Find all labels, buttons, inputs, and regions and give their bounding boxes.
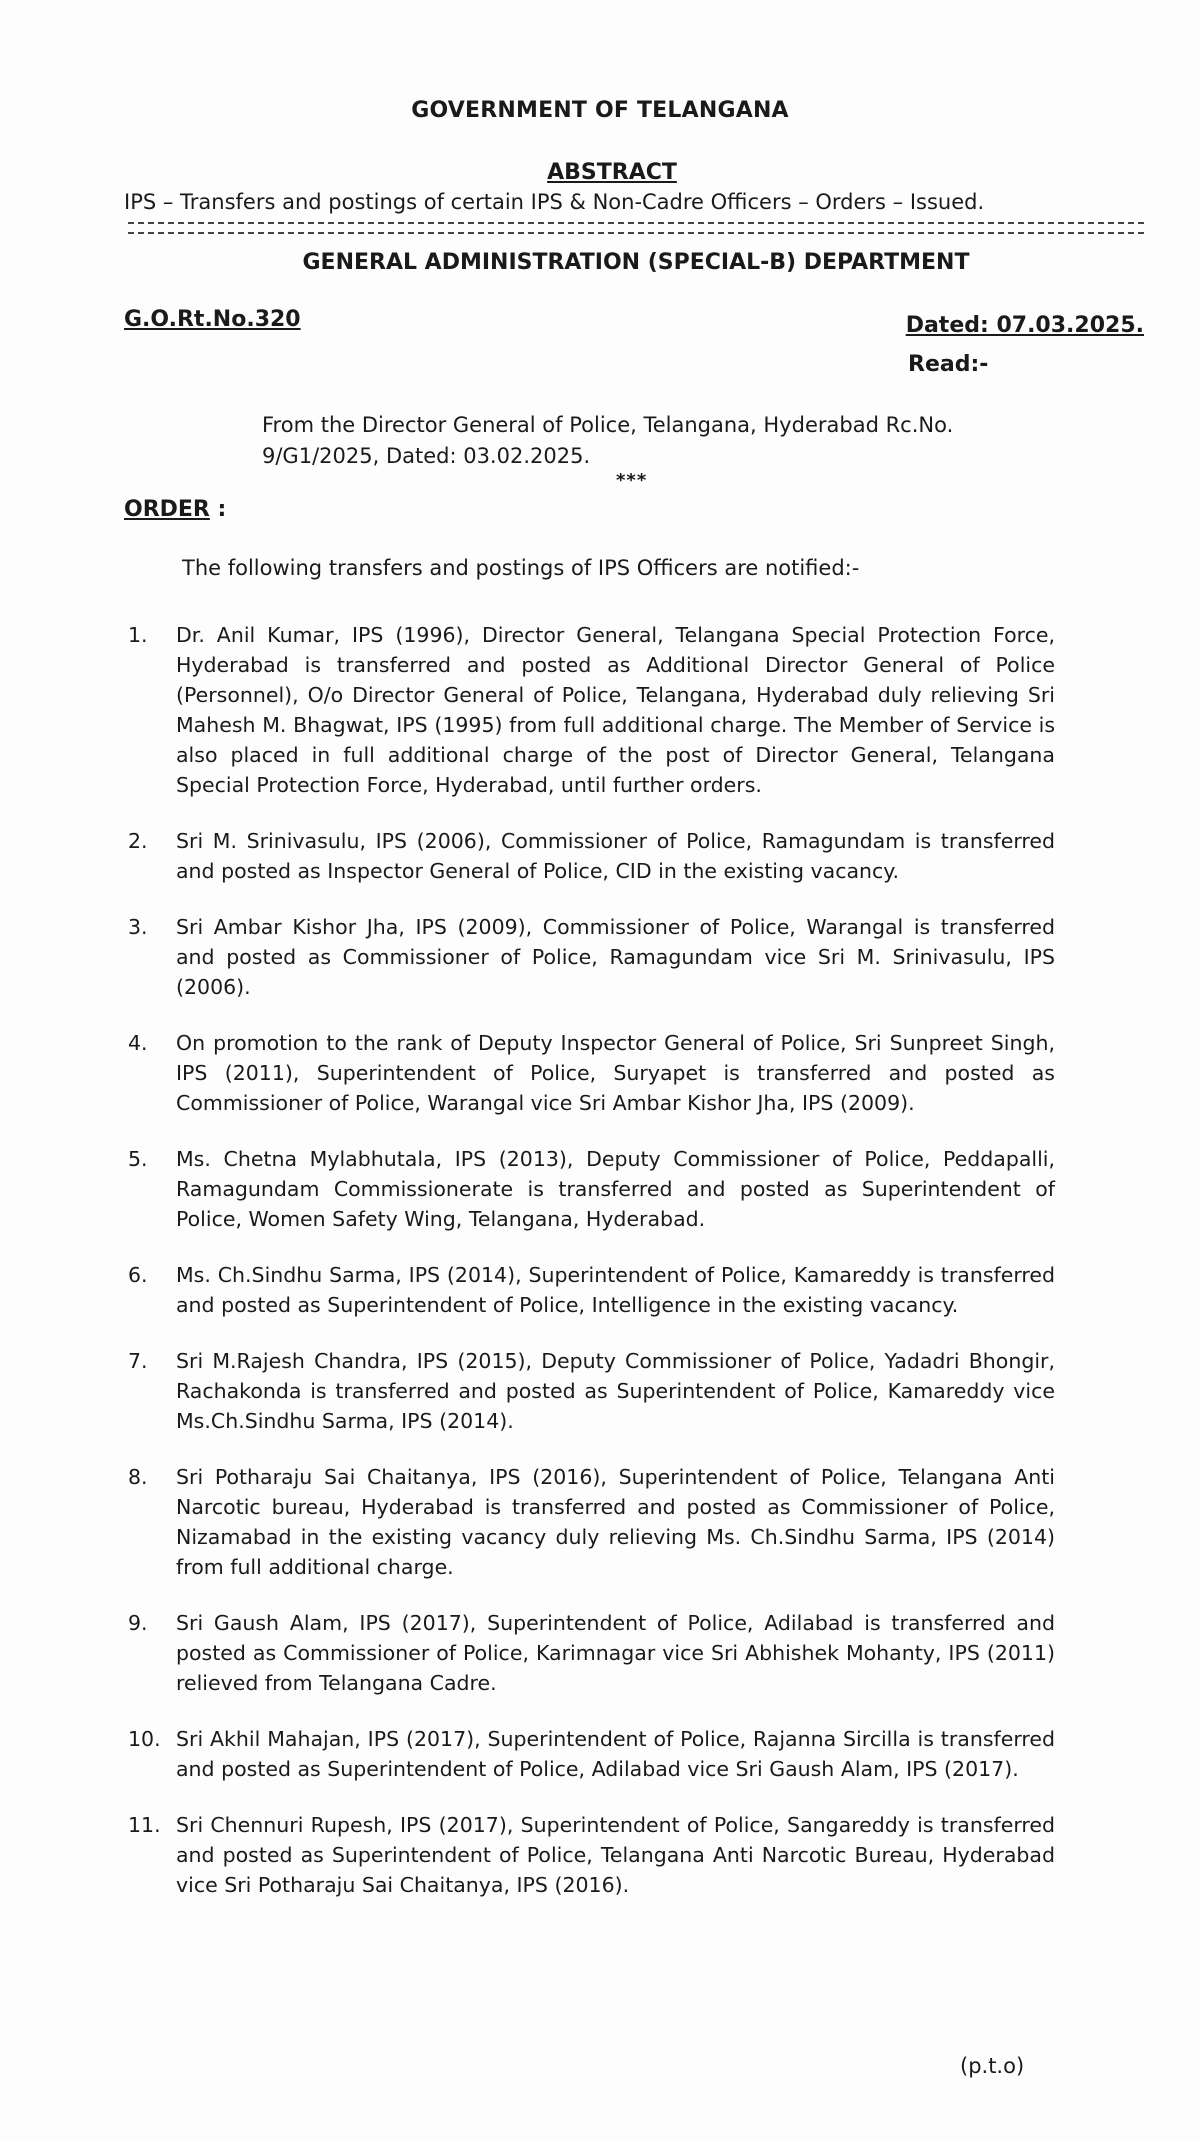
order-item [120,1724,1055,1784]
order-item [120,1144,1055,1234]
order-item [120,1608,1055,1698]
item-number: 7. [128,1349,148,1373]
order-item [120,1462,1055,1582]
order-intro: The following transfers and postings of IPS Officers are notified:- [182,556,860,580]
order-item [120,620,1055,800]
order-item [120,912,1055,1002]
item-number: 1. [128,623,148,647]
order-item [120,1346,1055,1436]
item-text: Dr. Anil Kumar, IPS (1996), Director General, Telangana Special Protection Force, Hyderabad is transferred and posted as Additional Director General of Police (Personnel), O/o Director General of Police, Telangana, Hyderabad duly relieving Sri Mahesh M. Bhagwat, IPS (1995) from full additional charge. The Member of Service is also placed in full additional charge of the post of Director General, Telangana Special Protection Force, Hyderabad, until further orders. [176,623,1055,797]
item-text: Sri M. Srinivasulu, IPS (2006), Commissioner of Police, Ramagundam is transferred and posted as Inspector General of Police, CID in the existing vacancy. [176,829,1055,883]
page-turn-note: (p.t.o) [960,2054,1025,2078]
department-title: GENERAL ADMINISTRATION (SPECIAL-B) DEPARTMENT [302,250,970,275]
item-number: 11. [128,1813,161,1837]
item-text: Ms. Ch.Sindhu Sarma, IPS (2014), Superintendent of Police, Kamareddy is transferred and posted as Superintendent of Police, Intelligence in the existing vacancy. [176,1263,1055,1317]
order-label: ORDER [124,497,210,522]
item-text: Sri Gaush Alam, IPS (2017), Superintendent of Police, Adilabad is transferred and posted as Commissioner of Police, Karimnagar vice Sri Abhishek Mohanty, IPS (2011) relieved from Telangana Cadre. [176,1611,1055,1695]
order-item [120,1260,1055,1320]
government-title: GOVERNMENT OF TELANGANA [411,98,789,123]
order-item [120,1810,1055,1900]
subject-line: IPS – Transfers and postings of certain IPS & Non-Cadre Officers – Orders – Issued. [124,190,985,214]
go-number: G.O.Rt.No.320 [124,307,301,332]
item-text: On promotion to the rank of Deputy Inspector General of Police, Sri Sunpreet Singh, IPS (2011), Superintendent of Police, Suryapet is transferred and posted as Commissioner of Police, Warangal vice Sri Ambar Kishor Jha, IPS (2009). [176,1031,1055,1115]
item-number: 9. [128,1611,148,1635]
order-item [120,1028,1055,1118]
item-text: Sri Potharaju Sai Chaitanya, IPS (2016), Superintendent of Police, Telangana Anti Narcotic bureau, Hyderabad is transferred and posted as Commissioner of Police, Nizamabad in the existing vacancy duly relieving Ms. Ch.Sindhu Sarma, IPS (2014) from full additional charge. [176,1465,1055,1579]
item-number: 3. [128,915,148,939]
order-label-suffix: : [209,497,227,522]
separator-rule [128,232,1144,234]
abstract-label: ABSTRACT [547,160,677,185]
item-text: Sri Akhil Mahajan, IPS (2017), Superintendent of Police, Rajanna Sircilla is transferred and posted as Superintendent of Police, Adilabad vice Sri Gaush Alam, IPS (2017). [176,1727,1055,1781]
order-item [120,826,1055,886]
order-items-list [120,620,1055,1926]
item-text: Sri M.Rajesh Chandra, IPS (2015), Deputy Commissioner of Police, Yadadri Bhongir, Rachakonda is transferred and posted as Superintendent of Police, Kamareddy vice Ms.Ch.Sindhu Sarma, IPS (2014). [176,1349,1055,1433]
item-text: Sri Ambar Kishor Jha, IPS (2009), Commissioner of Police, Warangal is transferred and posted as Commissioner of Police, Ramagundam vice Sri M. Srinivasulu, IPS (2006). [176,915,1055,999]
order-heading [124,497,226,522]
item-number: 2. [128,829,148,853]
item-number: 4. [128,1031,148,1055]
item-text: Ms. Chetna Mylabhutala, IPS (2013), Deputy Commissioner of Police, Peddapalli, Ramagundam Commissionerate is transferred and posted as Superintendent of Police, Women Safety Wing, Telangana, Hyderabad. [176,1147,1055,1231]
read-label: Read:- [908,352,989,377]
item-number: 6. [128,1263,148,1287]
reference-text: From the Director General of Police, Telangana, Hyderabad Rc.No. 9/G1/2025, Dated: 03.02.2025. [262,413,954,468]
item-number: 8. [128,1465,148,1489]
separator-rule [128,222,1144,224]
item-number: 10. [128,1727,161,1751]
item-number: 5. [128,1147,148,1171]
stars-divider: *** [616,470,648,491]
item-text: Sri Chennuri Rupesh, IPS (2017), Superintendent of Police, Sangareddy is transferred and posted as Superintendent of Police, Telangana Anti Narcotic Bureau, Hyderabad vice Sri Potharaju Sai Chaitanya, IPS (2016). [176,1813,1055,1897]
dated-line: Dated: 07.03.2025. [905,313,1144,338]
